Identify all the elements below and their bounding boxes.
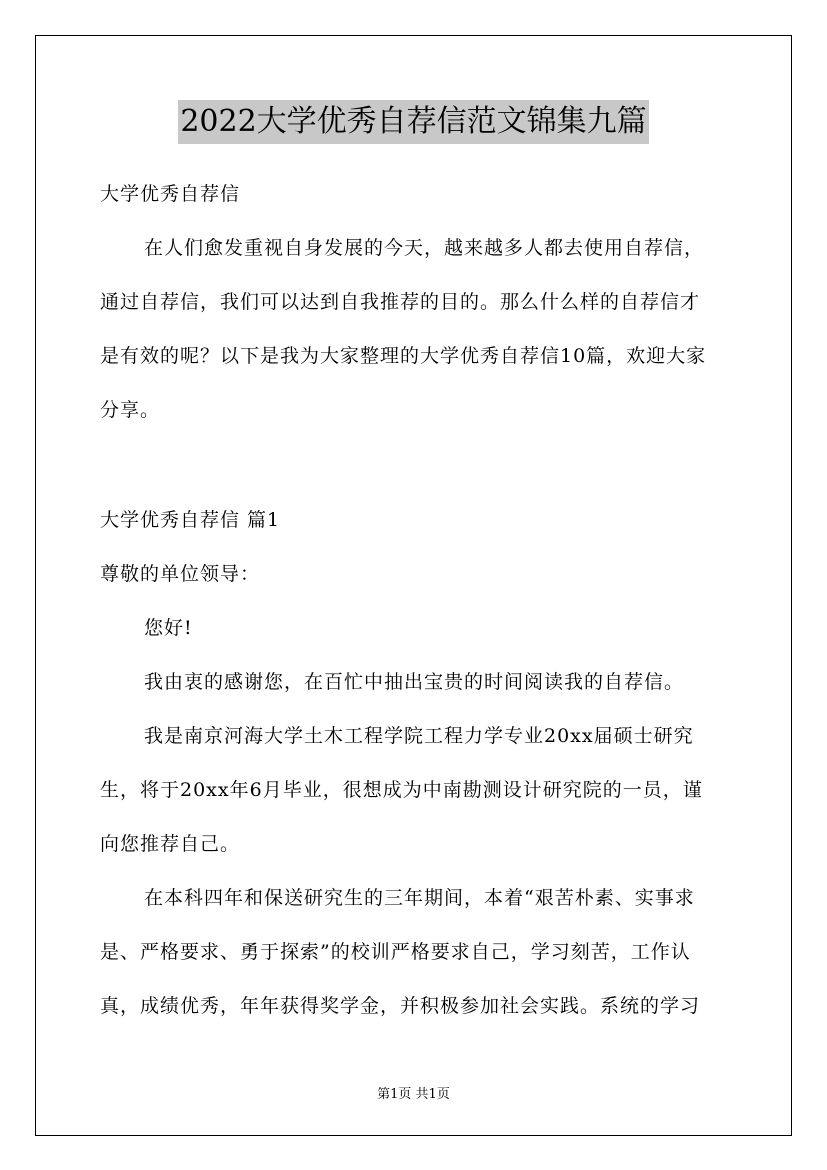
intro-line-2: 通过自荐信，我们可以达到自我推荐的目的。那么什么样的自荐信才 [100, 291, 701, 313]
intro-line-4: 分享。 [100, 399, 161, 421]
para1-line-1: 我是南京河海大学土木工程学院工程力学专业20xx届硕士研究 [144, 725, 694, 747]
greeting: 您好! [144, 617, 193, 639]
document-title: 2022大学优秀自荐信范文锦集九篇 [178, 100, 648, 144]
page-footer: 第1页 共1页 [377, 1087, 450, 1102]
para2-line-2: 是、严格要求、勇于探索”的校训严格要求自己，学习刻苦，工作认 [100, 941, 691, 963]
para1-line-2: 生，将于20xx年6月毕业，很想成为中南勘测设计研究院的一员，谨 [100, 779, 703, 801]
para1-line-3: 向您推荐自己。 [100, 833, 241, 855]
para2-line-1: 在本科四年和保送研究生的三年期间，本着“艰苦朴素、实事求 [144, 887, 695, 909]
salutation: 尊敬的单位领导： [100, 563, 261, 585]
heading-letter: 大学优秀自荐信 [100, 183, 241, 205]
intro-line-1: 在人们愈发重视自身发展的今天，越来越多人都去使用自荐信， [144, 237, 705, 259]
intro-line-3: 是有效的呢？以下是我为大家整理的大学优秀自荐信10篇，欢迎大家 [100, 345, 707, 367]
section-heading: 大学优秀自荐信 篇1 [100, 509, 281, 531]
thanks-line: 我由衷的感谢您，在百忙中抽出宝贵的时间阅读我的自荐信。 [144, 671, 685, 693]
para2-line-3: 真，成绩优秀，年年获得奖学金，并积极参加社会实践。系统的学习 [100, 995, 701, 1017]
